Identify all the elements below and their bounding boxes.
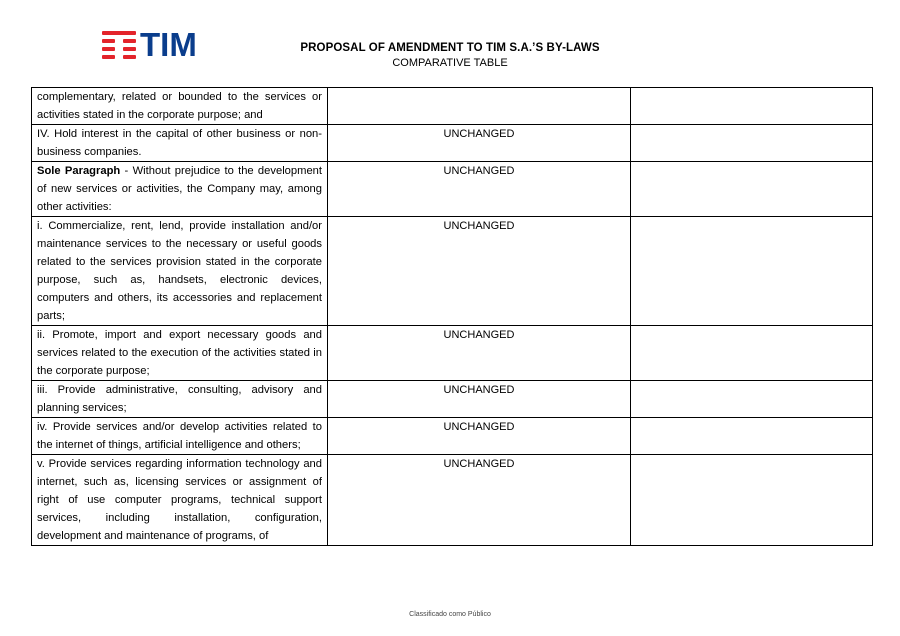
proposal-cell: [328, 418, 631, 455]
proposal-status: UNCHANGED: [443, 384, 515, 396]
justification-cell: [631, 162, 873, 217]
proposal-cell: [328, 162, 631, 217]
table-row: [32, 418, 873, 455]
clause-text: complementary, related or bounded to the services or activities stated in the corporate purpose; and: [37, 91, 322, 121]
proposal-cell: [328, 381, 631, 418]
proposal-cell: [328, 455, 631, 546]
justification-cell: [631, 418, 873, 455]
current-text-cell: [32, 217, 328, 326]
bold-prefix: Sole Paragraph: [37, 165, 121, 177]
proposal-cell: [328, 125, 631, 162]
proposal-status: UNCHANGED: [443, 458, 515, 470]
table-row: [32, 326, 873, 381]
table-row: [32, 455, 873, 546]
justification-cell: [631, 326, 873, 381]
proposal-status: UNCHANGED: [443, 329, 515, 341]
justification-cell: [631, 125, 873, 162]
tim-logo: [102, 26, 197, 63]
current-text-cell: [32, 381, 328, 418]
proposal-cell: [328, 88, 631, 125]
tim-logo-icon: [102, 31, 136, 59]
proposal-status: UNCHANGED: [443, 421, 515, 433]
table-row: [32, 125, 873, 162]
tim-logo-text: TIM: [140, 26, 197, 63]
proposal-status: UNCHANGED: [443, 220, 515, 232]
justification-cell: [631, 455, 873, 546]
justification-cell: [631, 217, 873, 326]
clause-text: iv. Provide services and/or develop activities related to the internet of things, artificial intelligence and others;: [37, 421, 322, 451]
justification-cell: [631, 88, 873, 125]
clause-text: - Without prejudice to the development of new services or activities, the Company may, among other activities:: [37, 165, 322, 213]
proposal-status: UNCHANGED: [443, 128, 515, 140]
proposal-status: UNCHANGED: [443, 165, 515, 177]
current-text-cell: [32, 455, 328, 546]
clause-text: v. Provide services regarding information technology and internet, such as, licensing services or assignment of right of use computer programs, technical support services, including installation, configuration, development and maintenance of programs, of: [37, 458, 322, 542]
current-text-cell: [32, 125, 328, 162]
justification-cell: [631, 381, 873, 418]
document-subtitle: COMPARATIVE TABLE: [392, 57, 508, 69]
table-row: [32, 88, 873, 125]
document-header: [250, 42, 650, 69]
current-text-cell: [32, 418, 328, 455]
table-row: [32, 162, 873, 217]
proposal-cell: [328, 326, 631, 381]
current-text-cell: [32, 326, 328, 381]
current-text-cell: [32, 162, 328, 217]
table-row: [32, 217, 873, 326]
clause-text: IV. Hold interest in the capital of other business or non-business companies.: [37, 128, 322, 158]
document-title: PROPOSAL OF AMENDMENT TO TIM S.A.’S BY-LAWS: [300, 42, 600, 54]
comparative-table: [31, 87, 873, 546]
clause-text: i. Commercialize, rent, lend, provide installation and/or maintenance services to the necessary or useful goods related to the services provision stated in the corporate purpose, such as, handsets, electronic devices, computers and others, its accessories and replacement parts;: [37, 220, 322, 322]
table-row: [32, 381, 873, 418]
clause-text: ii. Promote, import and export necessary goods and services related to the execution of the activities stated in the corporate purpose;: [37, 329, 322, 377]
current-text-cell: [32, 88, 328, 125]
classification-footer: Classificado como Público: [409, 611, 491, 618]
clause-text: iii. Provide administrative, consulting, advisory and planning services;: [37, 384, 322, 414]
proposal-cell: [328, 217, 631, 326]
